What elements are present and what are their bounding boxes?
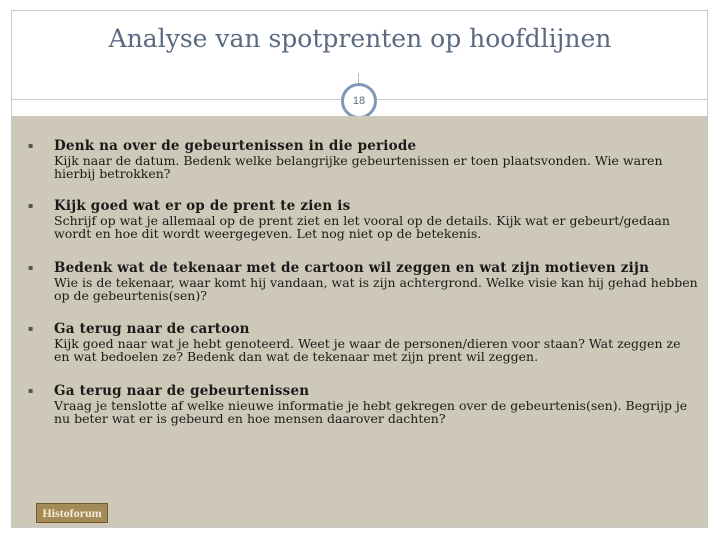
list-item [28,198,698,240]
slide-number-badge: 18 [341,83,377,119]
slide-title: Analyse van spotprenten op hoofdlijnen [108,24,612,53]
bullet-icon: ▪ [28,324,34,333]
list-item [28,138,698,180]
divider-right [377,99,707,100]
bullet-icon: ▪ [28,263,34,272]
item-heading: Bedenk wat de tekenaar met de cartoon wil zeggen en wat zijn motieven zijn [54,260,650,276]
histoforum-logo: Histoforum [36,503,108,523]
item-heading: Denk na over de gebeurtenissen in die periode [54,138,417,154]
item-body: Vraag je tenslotte af welke nieuwe informatie je hebt gekregen over de gebeurtenis(sen). Begrijp je nu beter wat er is gebeurd en hoe mensen daarover dachten? [54,398,688,426]
bullet-list [28,128,698,425]
item-body: Schrijf op wat je allemaal op de prent ziet en let vooral op de details. Kijk wat er gebeurt/gedaan wordt en hoe dit wordt weergegeven. Let nog niet op de betekenis. [54,213,670,241]
bullet-icon: ▪ [28,141,34,150]
divider-tick-top [358,73,359,83]
item-heading: Ga terug naar de cartoon [54,321,250,337]
item-heading: Kijk goed wat er op de prent te zien is [54,198,351,214]
item-body: Wie is de tekenaar, waar komt hij vandaan, wat is zijn achtergrond. Welke visie kan hij gehad hebben op de gebeurtenis(sen)? [54,275,698,303]
list-item [28,383,698,425]
list-item [28,260,698,302]
item-heading: Ga terug naar de gebeurtenissen [54,383,310,399]
divider-left [12,99,341,100]
item-body: Kijk goed naar wat je hebt genoteerd. Weet je waar de personen/dieren voor staan? Wat zeggen ze en wat bedoelen ze? Bedenk dan wat de tekenaar met zijn prent wil zeggen. [54,336,681,364]
bullet-icon: ▪ [28,201,34,210]
item-body: Kijk naar de datum. Bedenk welke belangrijke gebeurtenissen er toen plaatsvonden. Wie waren hierbij betrokken? [54,153,663,181]
list-item [28,321,698,363]
bullet-icon: ▪ [28,386,34,395]
